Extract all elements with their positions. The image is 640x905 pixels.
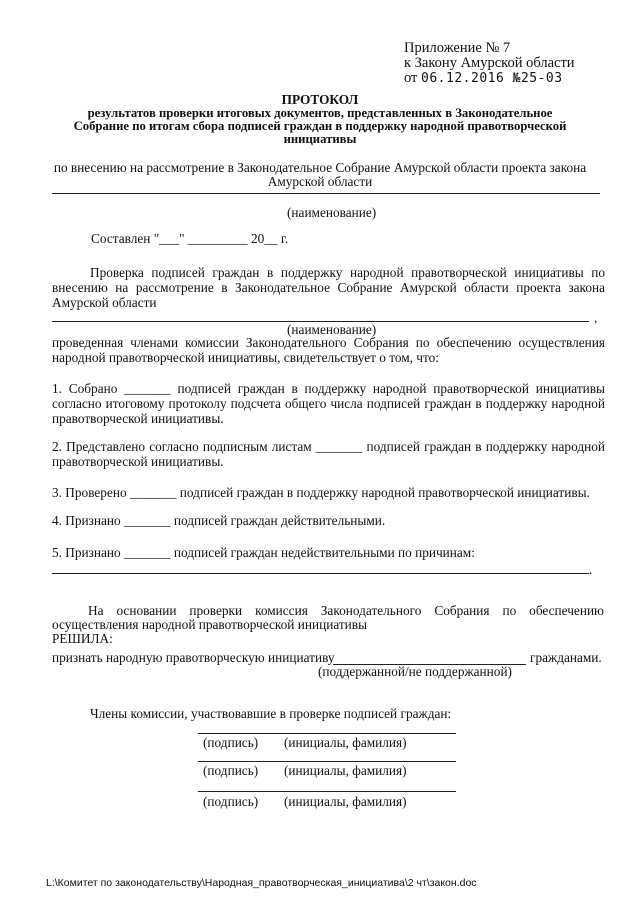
intro-caption: (наименование) — [287, 205, 377, 220]
item-1-line-3: правотворческой инициативы. — [52, 411, 224, 426]
decision-line-2: осуществления народной правотворческой инициативы — [52, 617, 368, 632]
member-3-name: (инициалы, фамилия) — [284, 794, 407, 809]
member-3-signature: (подпись) — [203, 794, 259, 809]
item-5-reason-line — [52, 573, 589, 574]
check-line-1: Проверка подписей граждан в поддержку народной правотворческой инициативы по — [90, 265, 605, 280]
member-2-name: (инициалы, фамилия) — [284, 763, 407, 778]
item-1-line-1: 1. Собрано _______ подписей граждан в поддержку народной правотворческой инициативы — [52, 381, 605, 396]
member-2-line — [198, 761, 456, 762]
check-line-4: проведенная членами комиссии Законодательного Собрания по обеспечению осуществления — [52, 335, 605, 350]
item-2-line-2: правотворческой инициативы. — [52, 454, 224, 469]
appendix-date-stamp: 06.12.2016 №25-03 — [421, 71, 563, 86]
check-caption: (наименование) — [287, 322, 377, 337]
decision-resolved: РЕШИЛА: — [52, 631, 113, 646]
member-2-signature: (подпись) — [203, 763, 259, 778]
page-title: ПРОТОКОЛ — [281, 92, 359, 107]
compiled-date-line: Составлен "___" _________ 20__ г. — [91, 231, 289, 246]
check-comma: , — [594, 310, 598, 325]
decision-line-3-end: гражданами. — [530, 650, 602, 665]
appendix-line-3 — [404, 70, 563, 87]
intro-line-2: Амурской области — [267, 174, 373, 189]
appendix-date-prefix: от — [404, 70, 418, 86]
intro-line-1: по внесению на рассмотрение в Законодательное Собрание Амурской области проекта закона — [53, 160, 587, 175]
title-subline-2: Собрание по итогам сбора подписей граждан в поддержку народной правотворческой — [73, 119, 567, 133]
appendix-line-1: Приложение № 7 — [404, 40, 511, 56]
check-line-3: Амурской области — [52, 295, 157, 310]
check-line-5: народной правотворческой инициативы, свидетельствует о том, что: — [52, 350, 439, 365]
member-1-line — [198, 733, 456, 734]
item-4: 4. Признано _______ подписей граждан действительными. — [52, 513, 386, 528]
decision-caption: (поддержанной/не поддержанной) — [318, 664, 512, 679]
title-subline-1: результатов проверки итоговых документов, представленных в Законодательное — [87, 106, 553, 120]
item-1-line-2: согласно итоговому протоколу подсчета общего числа подписей граждан в поддержку народной — [52, 396, 605, 411]
title-subline-3: инициативы — [283, 132, 357, 146]
item-5: 5. Признано _______ подписей граждан недействительными по причинам: — [52, 545, 475, 560]
check-line-2: внесению на рассмотрение в Законодательное Собрание Амурской области проекта закона — [52, 280, 605, 295]
item-3: 3. Проверено _______ подписей граждан в поддержку народной правотворческой инициативы. — [52, 485, 590, 500]
appendix-line-2: к Закону Амурской области — [404, 55, 575, 71]
members-heading: Члены комиссии, участвовавшие в проверке подписей граждан: — [90, 706, 452, 721]
footer-file-path: L:\Комитет по законодательству\Народная_правотворческая_инициатива\2 чт\закон.doc — [46, 877, 477, 889]
intro-name-line — [52, 193, 600, 194]
item-5-period: . — [589, 562, 593, 577]
item-2-line-1: 2. Представлено согласно подписным листам _______ подписей граждан в поддержку народной — [52, 439, 605, 454]
member-1-name: (инициалы, фамилия) — [284, 735, 407, 750]
decision-line-3-start: признать народную правотворческую инициативу — [52, 650, 335, 665]
member-3-line — [198, 791, 456, 792]
decision-line-1: На основании проверки комиссия Законодательного Собрания по обеспечению — [88, 603, 604, 618]
member-1-signature: (подпись) — [203, 735, 259, 750]
